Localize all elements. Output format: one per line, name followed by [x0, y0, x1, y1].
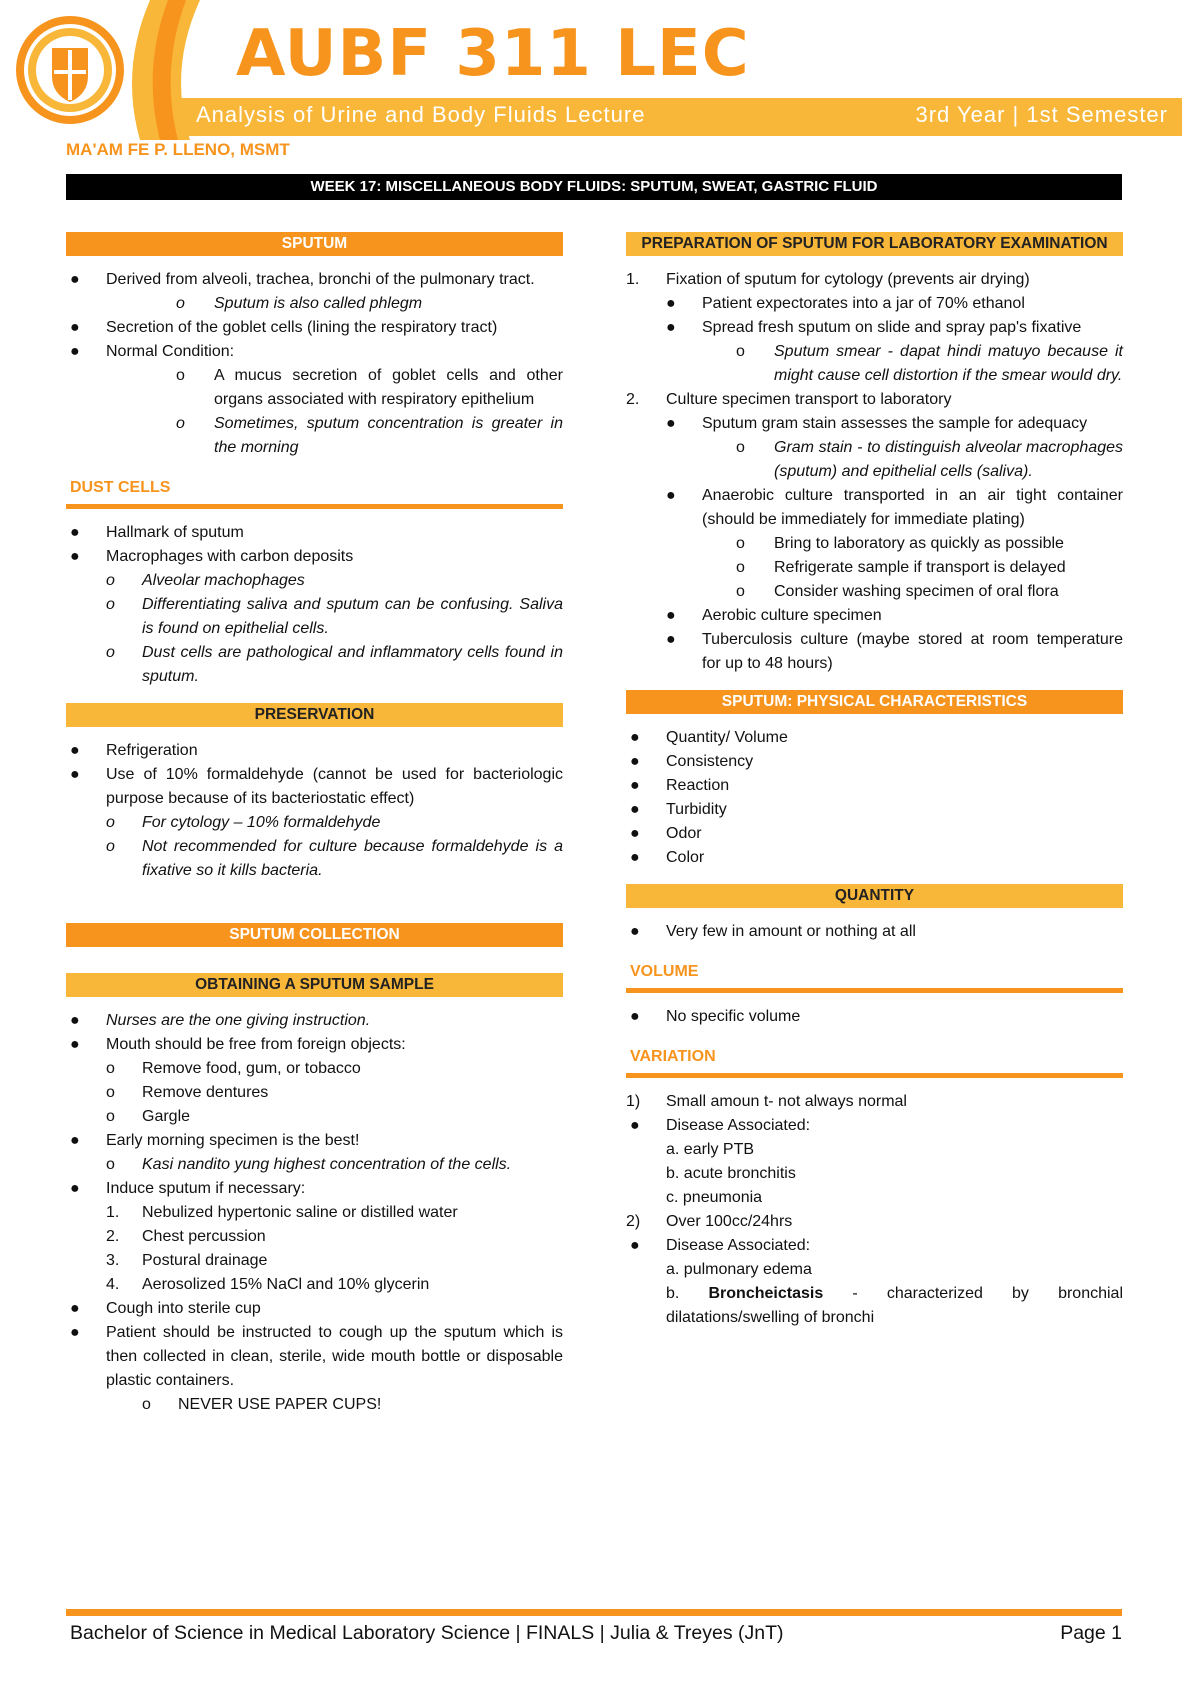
- list-item: o Differentiating saliva and sputum can be confusing. Saliva is found on epithelial cells.: [66, 593, 563, 641]
- bullet: ●: [630, 825, 640, 842]
- bullet: o: [736, 343, 745, 360]
- bullet: ●: [70, 1180, 80, 1197]
- list-item: o Sputum is also called phlegm: [66, 292, 563, 316]
- bullet: ●: [630, 1117, 640, 1134]
- bullet: ●: [70, 1132, 80, 1149]
- bullet: ●: [70, 343, 80, 360]
- bullet: ●: [630, 801, 640, 818]
- bullet: o: [106, 572, 115, 589]
- bullet: o: [736, 583, 745, 600]
- list-item: 1. Nebulized hypertonic saline or distilled water: [66, 1201, 563, 1225]
- bullet: ●: [630, 849, 640, 866]
- list-item: ● Use of 10% formaldehyde (cannot be used for bacteriologic purpose because of its bacteriostatic effect): [66, 763, 563, 811]
- bullet: o: [736, 439, 745, 456]
- list-item: ● Anaerobic culture transported in an air tight container (should be immediately for immediate plating): [626, 484, 1123, 532]
- bullet: ●: [70, 319, 80, 336]
- bullet: o: [106, 596, 115, 613]
- list-item: ● Color: [626, 846, 1123, 870]
- section-heading-obtaining-sample: OBTAINING A SPUTUM SAMPLE: [66, 973, 563, 997]
- bullet: o: [106, 1084, 115, 1101]
- list-item: ● Quantity/ Volume: [626, 726, 1123, 750]
- bullet: ●: [666, 415, 676, 432]
- list-item: o Alveolar machophages: [66, 569, 563, 593]
- list-item: o Gargle: [66, 1105, 563, 1129]
- bullet: ●: [630, 729, 640, 746]
- list-item: o A mucus secretion of goblet cells and other organs associated with respiratory epithelium: [66, 364, 563, 412]
- list-item: ● No specific volume: [626, 1005, 1123, 1029]
- list-item: o Kasi nandito yung highest concentration of the cells.: [66, 1153, 563, 1177]
- list-item: ● Normal Condition:: [66, 340, 563, 364]
- list-item: ● Reaction: [626, 774, 1123, 798]
- bullet: ●: [630, 1237, 640, 1254]
- footer-program: Bachelor of Science in Medical Laboratory Science | FINALS | Julia & Treyes (JnT): [70, 1622, 784, 1644]
- section-heading-quantity: QUANTITY: [626, 884, 1123, 908]
- bullet: ●: [630, 777, 640, 794]
- list-item: 4. Aerosolized 15% NaCl and 10% glycerin: [66, 1273, 563, 1297]
- list-item: o Refrigerate sample if transport is delayed: [626, 556, 1123, 580]
- list-item: ● Patient expectorates into a jar of 70% ethanol: [626, 292, 1123, 316]
- bullet: ●: [70, 1300, 80, 1317]
- course-subtitle: Analysis of Urine and Body Fluids Lecture: [196, 102, 646, 127]
- bullet: ●: [70, 1012, 80, 1029]
- bullet: ●: [630, 753, 640, 770]
- course-title: AUBF 311 LEC: [236, 17, 750, 91]
- list-item: o Remove food, gum, or tobacco: [66, 1057, 563, 1081]
- list-item: o Sometimes, sputum concentration is greater in the morning: [66, 412, 563, 460]
- section-heading-volume: VOLUME: [626, 954, 1123, 993]
- list-item: ● Mouth should be free from foreign objects:: [66, 1033, 563, 1057]
- bullet: o: [142, 1396, 151, 1413]
- number-marker: 4.: [106, 1276, 120, 1293]
- bullet: ●: [666, 295, 676, 312]
- bullet: o: [106, 1060, 115, 1077]
- bullet: o: [736, 535, 745, 552]
- bullet: o: [106, 644, 115, 661]
- section-heading-physical-characteristics: SPUTUM: PHYSICAL CHARACTERISTICS: [626, 690, 1123, 714]
- bullet: o: [106, 1156, 115, 1173]
- list-item: ● Cough into sterile cup: [66, 1297, 563, 1321]
- list-item: o Dust cells are pathological and inflammatory cells found in sputum.: [66, 641, 563, 689]
- list-item: ● Tuberculosis culture (maybe stored at room temperature for up to 48 hours): [626, 628, 1123, 676]
- list-item: ● Hallmark of sputum: [66, 521, 563, 545]
- list-item: b. Broncheictasis - characterized by bronchial dilatations/swelling of bronchi: [666, 1285, 1124, 1326]
- list-item: ● Patient should be instructed to cough up the sputum which is then collected in clean, sterile, wide mouth bottle or disposable plastic containers.: [66, 1321, 563, 1393]
- bullet: ●: [666, 631, 676, 648]
- bullet: o: [106, 814, 115, 831]
- number-marker: 2.: [106, 1228, 120, 1245]
- number-marker: 1): [626, 1093, 641, 1110]
- list-item: ● Consistency: [626, 750, 1123, 774]
- list-item: ● Aerobic culture specimen: [626, 604, 1123, 628]
- number-marker: 1.: [106, 1204, 120, 1221]
- list-item: 2. Culture specimen transport to laboratory: [626, 388, 1123, 412]
- bullet: o: [176, 415, 185, 432]
- list-item: o Gram stain - to distinguish alveolar macrophages (sputum) and epithelial cells (saliva).: [626, 436, 1123, 484]
- bullet: o: [176, 367, 185, 384]
- list-item: ● Derived from alveoli, trachea, bronchi of the pulmonary tract.: [66, 268, 563, 292]
- list-item: ● Secretion of the goblet cells (lining the respiratory tract): [66, 316, 563, 340]
- list-item: a. pulmonary edema: [666, 1261, 812, 1278]
- number-marker: 1.: [626, 271, 640, 288]
- list-item: 1) Small amoun t- not always normal: [626, 1090, 1123, 1114]
- list-item: a. early PTB: [666, 1141, 755, 1158]
- bullet: ●: [630, 923, 640, 940]
- bullet: o: [106, 838, 115, 855]
- bullet: ●: [70, 524, 80, 541]
- week-title-bar: WEEK 17: MISCELLANEOUS BODY FLUIDS: SPUTUM, SWEAT, GASTRIC FLUID: [66, 174, 1122, 200]
- left-column: [66, 232, 563, 1417]
- bullet: ●: [630, 1008, 640, 1025]
- right-column: [626, 232, 1123, 1330]
- bullet: ●: [70, 1324, 80, 1341]
- section-heading-dust-cells: DUST CELLS: [66, 470, 563, 509]
- bullet: ●: [666, 487, 676, 504]
- list-item: ● Sputum gram stain assesses the sample for adequacy: [626, 412, 1123, 436]
- instructor-name: MA'AM FE P. LLENO, MSMT: [66, 140, 290, 159]
- bullet: ●: [70, 1036, 80, 1053]
- list-item: ● Very few in amount or nothing at all: [626, 920, 1123, 944]
- bullet: ●: [70, 548, 80, 565]
- section-heading-preservation: PRESERVATION: [66, 703, 563, 727]
- bullet: ●: [70, 766, 80, 783]
- list-item: 3. Postural drainage: [66, 1249, 563, 1273]
- bullet: ●: [666, 319, 676, 336]
- page-number: Page 1: [1060, 1622, 1122, 1644]
- list-item: ● Spread fresh sputum on slide and spray pap's fixative: [626, 316, 1123, 340]
- footer-divider: [66, 1609, 1122, 1616]
- list-item: o Bring to laboratory as quickly as possible: [626, 532, 1123, 556]
- list-item: ● Refrigeration: [66, 739, 563, 763]
- section-heading-sputum: SPUTUM: [66, 232, 563, 256]
- university-seal-logo: [14, 14, 126, 126]
- bullet: ●: [70, 742, 80, 759]
- list-item: o For cytology – 10% formaldehyde: [66, 811, 563, 835]
- list-item: ● Odor: [626, 822, 1123, 846]
- list-item: ● Nurses are the one giving instruction.: [66, 1009, 563, 1033]
- bullet: ●: [666, 607, 676, 624]
- subtitle-bar: [178, 98, 1182, 136]
- list-item: b. acute bronchitis: [666, 1165, 796, 1182]
- list-item: ● Macrophages with carbon deposits: [66, 545, 563, 569]
- list-item: 1. Fixation of sputum for cytology (prevents air drying): [626, 268, 1123, 292]
- bullet: ●: [70, 271, 80, 288]
- number-marker: 2.: [626, 391, 640, 408]
- list-item: o Not recommended for culture because formaldehyde is a fixative so it kills bacteria.: [66, 835, 563, 883]
- list-item: ● Turbidity: [626, 798, 1123, 822]
- number-marker: 3.: [106, 1252, 120, 1269]
- bullet: o: [736, 559, 745, 576]
- section-heading-preparation: PREPARATION OF SPUTUM FOR LABORATORY EXAMINATION: [626, 232, 1123, 256]
- year-semester: 3rd Year | 1st Semester: [915, 102, 1168, 127]
- list-item: o NEVER USE PAPER CUPS!: [66, 1393, 563, 1417]
- section-heading-variation: VARIATION: [626, 1039, 1123, 1078]
- bullet: o: [176, 295, 185, 312]
- list-item: 2) Over 100cc/24hrs: [626, 1210, 1123, 1234]
- list-item: ● Induce sputum if necessary:: [66, 1177, 563, 1201]
- list-item: 2. Chest percussion: [66, 1225, 563, 1249]
- number-marker: 2): [626, 1213, 641, 1230]
- list-item: ● Disease Associated:: [626, 1234, 1123, 1258]
- section-heading-sputum-collection: SPUTUM COLLECTION: [66, 923, 563, 947]
- list-item: c. pneumonia: [666, 1189, 763, 1206]
- list-item: ● Early morning specimen is the best!: [66, 1129, 563, 1153]
- list-item: o Consider washing specimen of oral flora: [626, 580, 1123, 604]
- list-item: ● Disease Associated:: [626, 1114, 1123, 1138]
- list-item: o Sputum smear - dapat hindi matuyo because it might cause cell distortion if the smear would dry.: [626, 340, 1123, 388]
- bullet: o: [106, 1108, 115, 1125]
- list-item: o Remove dentures: [66, 1081, 563, 1105]
